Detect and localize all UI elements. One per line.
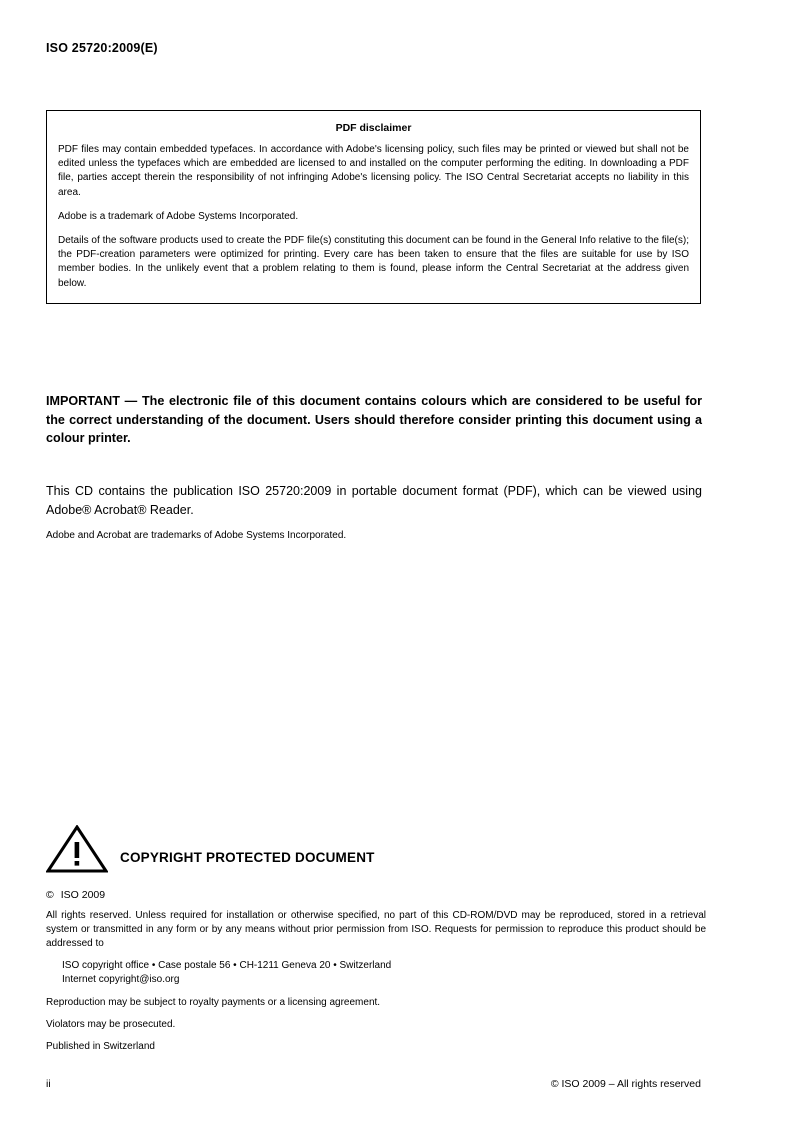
footer-rights-note: © ISO 2009 – All rights reserved: [550, 1078, 701, 1090]
violators-note: Violators may be prosecuted.: [46, 1018, 176, 1030]
copyright-heading-row: [46, 825, 706, 877]
copyright-office-address: [62, 959, 706, 988]
important-colour-notice: IMPORTANT — The electronic file of this document contains colours which are considered to be useful for the correct understanding of the document. Users should therefore consider printing this document using a colour printer.: [46, 394, 702, 445]
pdf-disclaimer-paragraph-2: Adobe is a trademark of Adobe Systems Incorporated.: [58, 210, 299, 222]
copyright-block: [46, 825, 706, 1054]
copyright-protected-title: COPYRIGHT PROTECTED DOCUMENT: [120, 850, 375, 865]
cd-contents-note: This CD contains the publication ISO 25720:2009 in portable document format (PDF), which can be viewed using Adobe® Acrobat® Reader.: [46, 484, 702, 517]
footer-page-number: ii: [46, 1078, 51, 1090]
royalty-note: Reproduction may be subject to royalty payments or a licensing agreement.: [46, 996, 381, 1008]
pdf-disclaimer-paragraph-3: Details of the software products used to create the PDF file(s) constituting this document can be found in the General Info relative to the file(s); the PDF-creation parameters were optimized for printing. Every care has been taken to ensure that the files are suitable for use by ISO member bodies. In the unlikely event that a problem relating to them is found, please inform the Central Secretariat at the address given below.: [58, 234, 689, 289]
copyright-symbol: ©: [46, 889, 54, 901]
copyright-rights-text: All rights reserved. Unless required for installation or otherwise specified, no part of this CD-ROM/DVD may be reproduced, stored in a retrieval system or transmitted in any form or by any means without prior permission from ISO. Requests for permission to reproduce this product should be addressed to: [46, 910, 706, 950]
pdf-disclaimer-paragraph-1: PDF files may contain embedded typefaces. In accordance with Adobe's licensing policy, such files may be printed or viewed but shall not be edited unless the typefaces which are embedded are licensed to and installed on the computer performing the editing. In downloading a PDF file, parties accept therein the responsibility of not infringing Adobe's licensing policy. The ISO Central Secretariat accepts no liability in this area.: [58, 144, 689, 198]
copyright-year: ISO 2009: [60, 889, 106, 901]
pdf-disclaimer-box: [46, 110, 701, 304]
warning-triangle-icon: [46, 825, 108, 878]
copyright-office-address-line-1: ISO copyright office • Case postale 56 • CH-1211 Geneva 20 • Switzerland: [62, 959, 392, 971]
copyright-office-address-line-2: Internet copyright@iso.org: [62, 974, 180, 986]
page-header-standard-ref: ISO 25720:2009(E): [46, 41, 158, 55]
adobe-trademark-note: Adobe and Acrobat are trademarks of Adobe Systems Incorporated.: [46, 530, 347, 541]
published-note: Published in Switzerland: [46, 1040, 155, 1052]
pdf-disclaimer-title: PDF disclaimer: [335, 122, 412, 134]
copyright-year-line: [46, 889, 706, 901]
